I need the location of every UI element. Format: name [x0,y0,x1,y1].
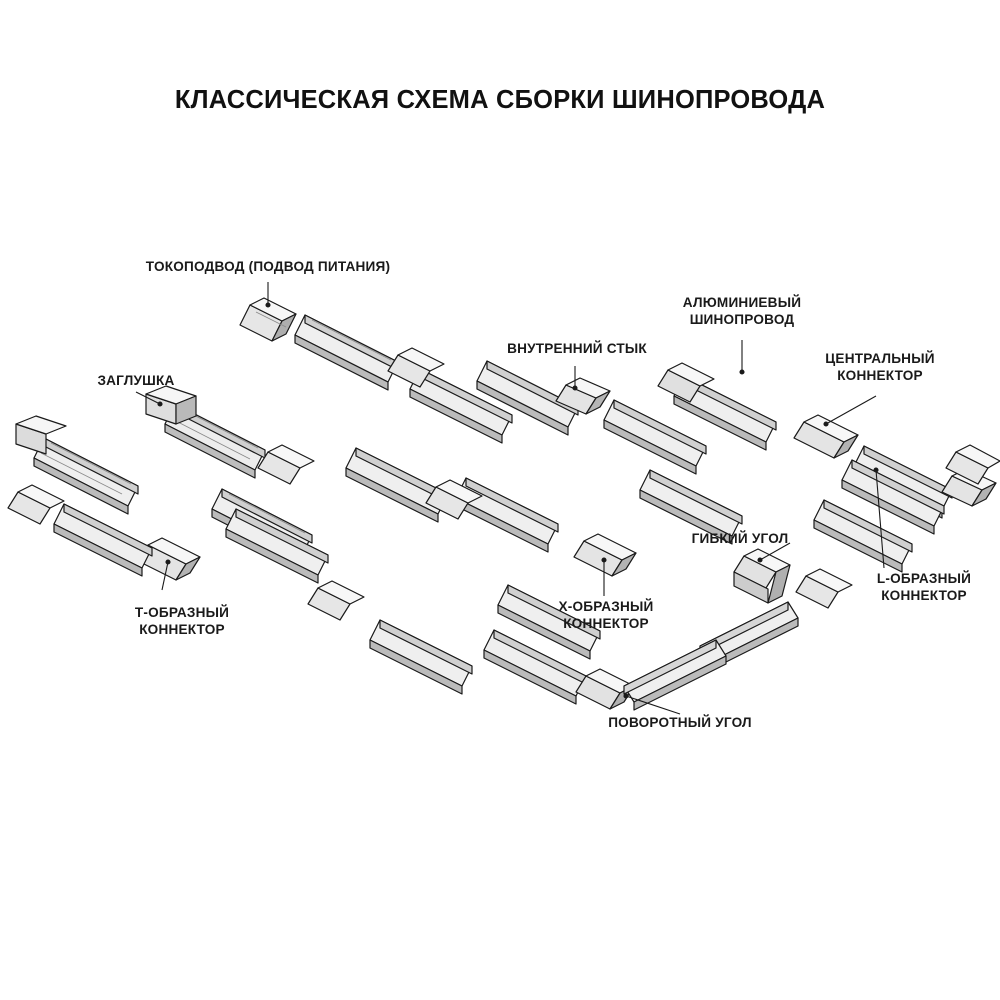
track-segment [346,448,448,522]
label-flexible-corner: ГИБКИЙ УГОЛ [691,531,789,546]
label-l-connector: L-ОБРАЗНЫЙ КОННЕКТОР [876,571,972,604]
page-title: КЛАССИЧЕСКАЯ СХЕМА СБОРКИ ШИНОПРОВОДА [174,86,826,114]
track-segment [370,620,472,694]
track-joint-part [796,569,852,608]
track-joint-part [8,485,64,524]
label-inner-joint: ВНУТРЕННИЙ СТЫК [507,341,647,356]
label-power-feed: ТОКОПОДВОД (ПОДВОД ПИТАНИЯ) [145,259,391,274]
label-end-cap: ЗАГЛУШКА [97,373,175,388]
label-turn-corner: ПОВОРОТНЫЙ УГОЛ [608,715,752,730]
flexible-corner-part [734,549,790,603]
label-aluminium-busbar: АЛЮМИНИЕВЫЙ ШИНОПРОВОД [682,295,802,328]
t-connector-part [138,538,200,580]
label-x-connector: Х-ОБРАЗНЫЙ КОННЕКТОР [558,599,654,632]
track-joint-part [258,445,314,484]
track-segment [54,504,152,576]
label-central-connector: ЦЕНТРАЛЬНЫЙ КОННЕКТОР [825,351,935,384]
track-joint-part [308,581,364,620]
track-segment [456,478,558,552]
track-segment [295,315,398,390]
x-connector-part [574,534,636,576]
track-segment [624,640,726,710]
end-cap-part [146,386,196,424]
label-t-connector: Т-ОБРАЗНЫЙ КОННЕКТОР [134,605,230,638]
